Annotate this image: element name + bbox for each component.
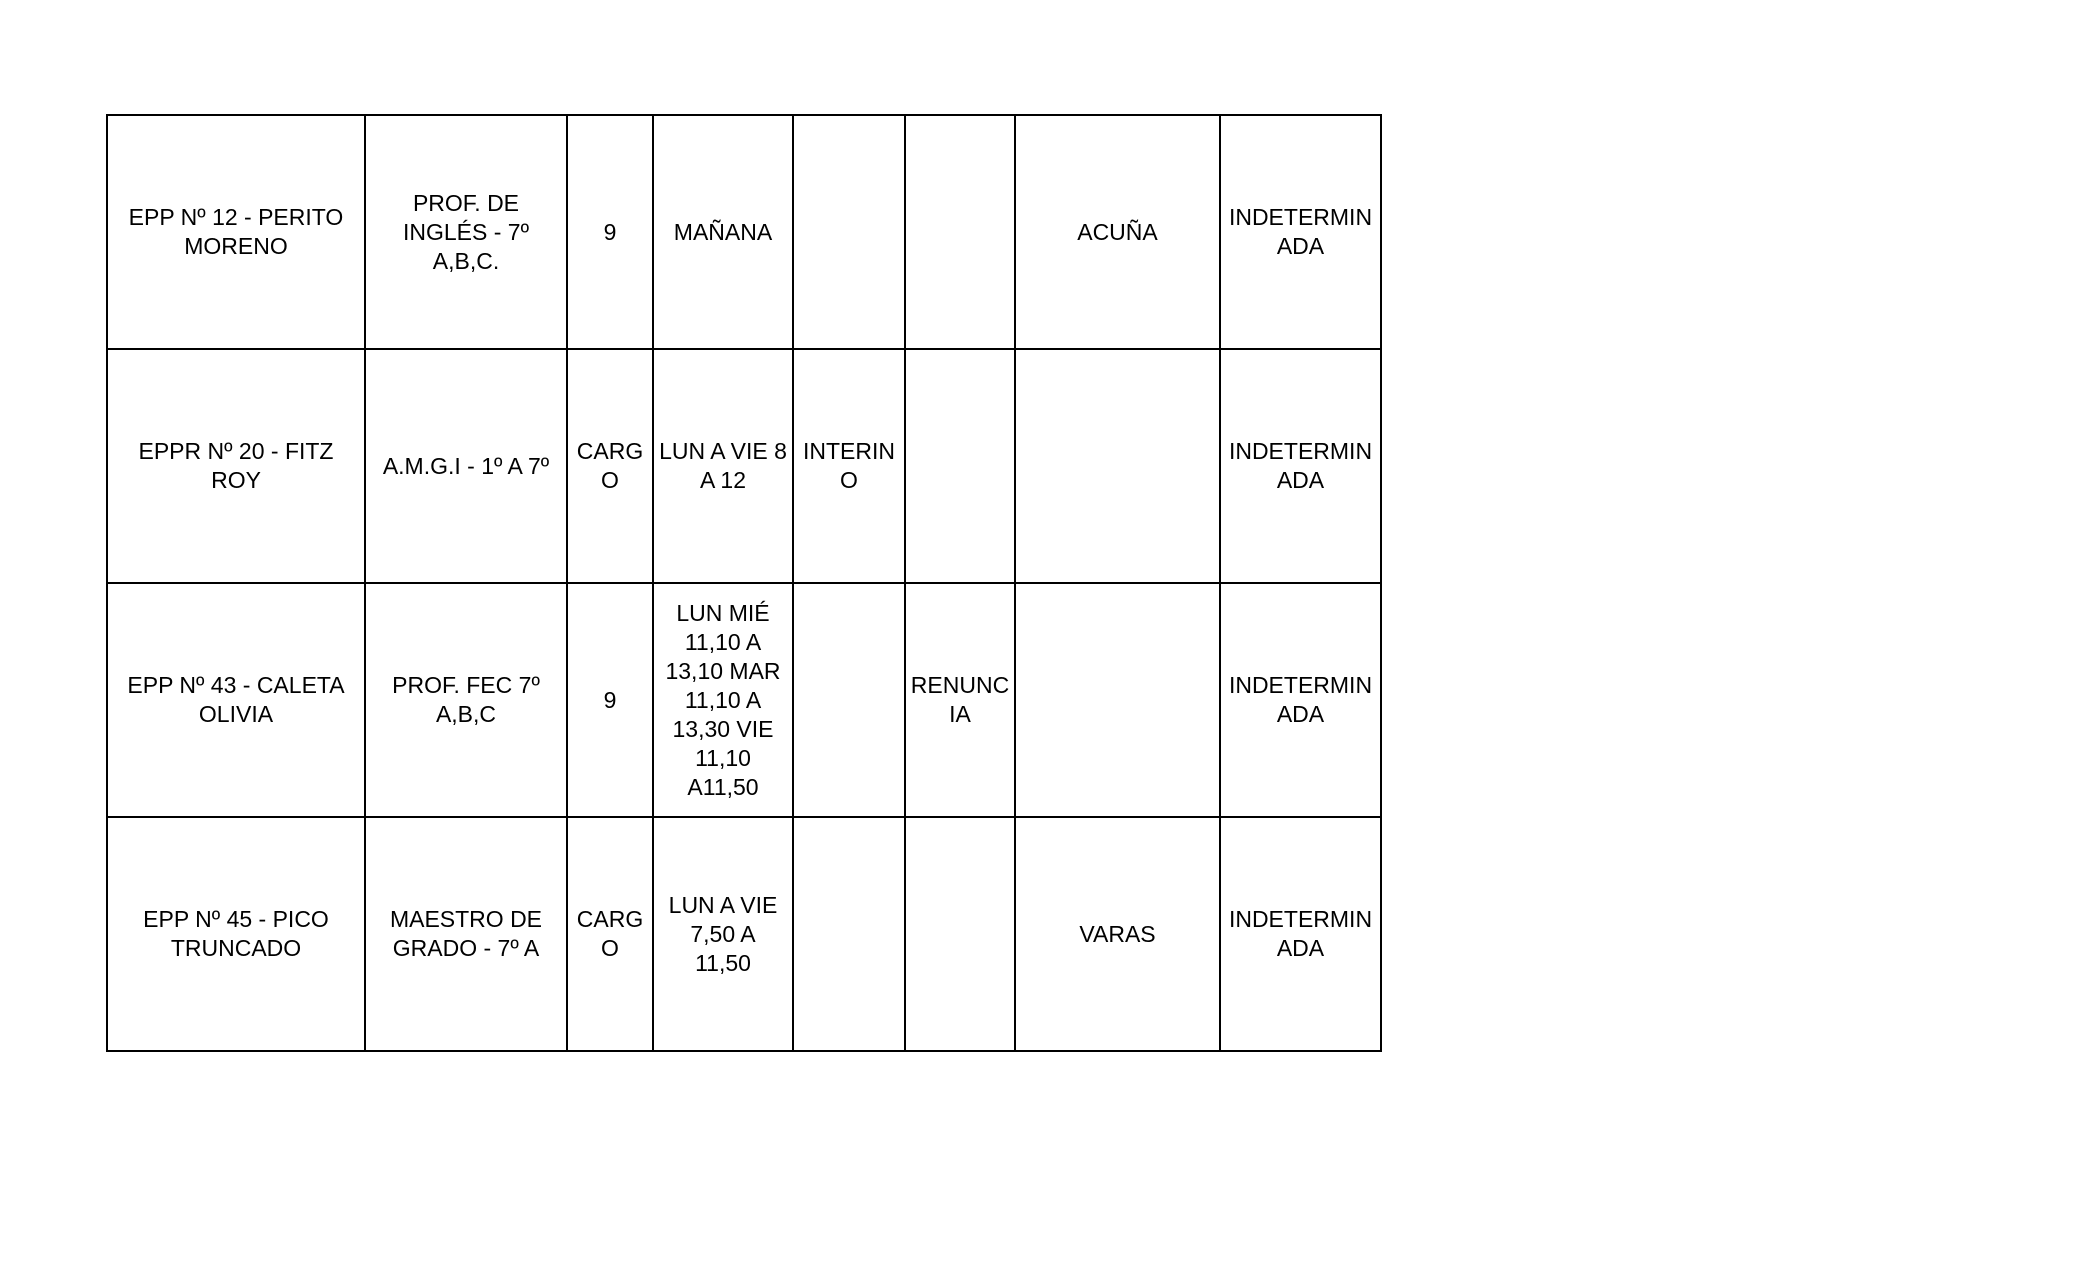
position-cell: PROF. DE INGLÉS - 7º A,B,C. bbox=[365, 115, 567, 349]
school-cell: EPP Nº 12 - PERITO MORENO bbox=[107, 115, 365, 349]
reason-cell bbox=[905, 115, 1015, 349]
hours-cell: 9 bbox=[567, 115, 653, 349]
duration-cell: INDETERMIN ADA bbox=[1220, 349, 1381, 583]
hours-cell: CARG O bbox=[567, 349, 653, 583]
table-row bbox=[107, 349, 1381, 583]
reason-cell bbox=[905, 349, 1015, 583]
school-cell: EPPR Nº 20 - FITZ ROY bbox=[107, 349, 365, 583]
schedule-cell: LUN A VIE 7,50 A 11,50 bbox=[653, 817, 793, 1051]
duration-cell: INDETERMIN ADA bbox=[1220, 115, 1381, 349]
schedule-cell: LUN MIÉ 11,10 A 13,10 MAR 11,10 A 13,30 VIE 11,10 A11,50 bbox=[653, 583, 793, 817]
duration-cell: INDETERMIN ADA bbox=[1220, 817, 1381, 1051]
status-cell bbox=[793, 115, 905, 349]
duration-cell: INDETERMIN ADA bbox=[1220, 583, 1381, 817]
table-row bbox=[107, 583, 1381, 817]
reason-cell bbox=[905, 817, 1015, 1051]
replaced-cell: VARAS bbox=[1015, 817, 1220, 1051]
table-row bbox=[107, 817, 1381, 1051]
school-cell: EPP Nº 45 - PICO TRUNCADO bbox=[107, 817, 365, 1051]
schedule-cell: LUN A VIE 8 A 12 bbox=[653, 349, 793, 583]
status-cell bbox=[793, 583, 905, 817]
replaced-cell bbox=[1015, 349, 1220, 583]
hours-cell: 9 bbox=[567, 583, 653, 817]
position-cell: MAESTRO DE GRADO - 7º A bbox=[365, 817, 567, 1051]
school-cell: EPP Nº 43 - CALETA OLIVIA bbox=[107, 583, 365, 817]
table-row bbox=[107, 115, 1381, 349]
status-cell: INTERIN O bbox=[793, 349, 905, 583]
replaced-cell bbox=[1015, 583, 1220, 817]
position-cell: PROF. FEC 7º A,B,C bbox=[365, 583, 567, 817]
replaced-cell: ACUÑA bbox=[1015, 115, 1220, 349]
hours-cell: CARG O bbox=[567, 817, 653, 1051]
status-cell bbox=[793, 817, 905, 1051]
vacancies-table bbox=[106, 114, 1382, 1052]
schedule-cell: MAÑANA bbox=[653, 115, 793, 349]
position-cell: A.M.G.I - 1º A 7º bbox=[365, 349, 567, 583]
reason-cell: RENUNC IA bbox=[905, 583, 1015, 817]
